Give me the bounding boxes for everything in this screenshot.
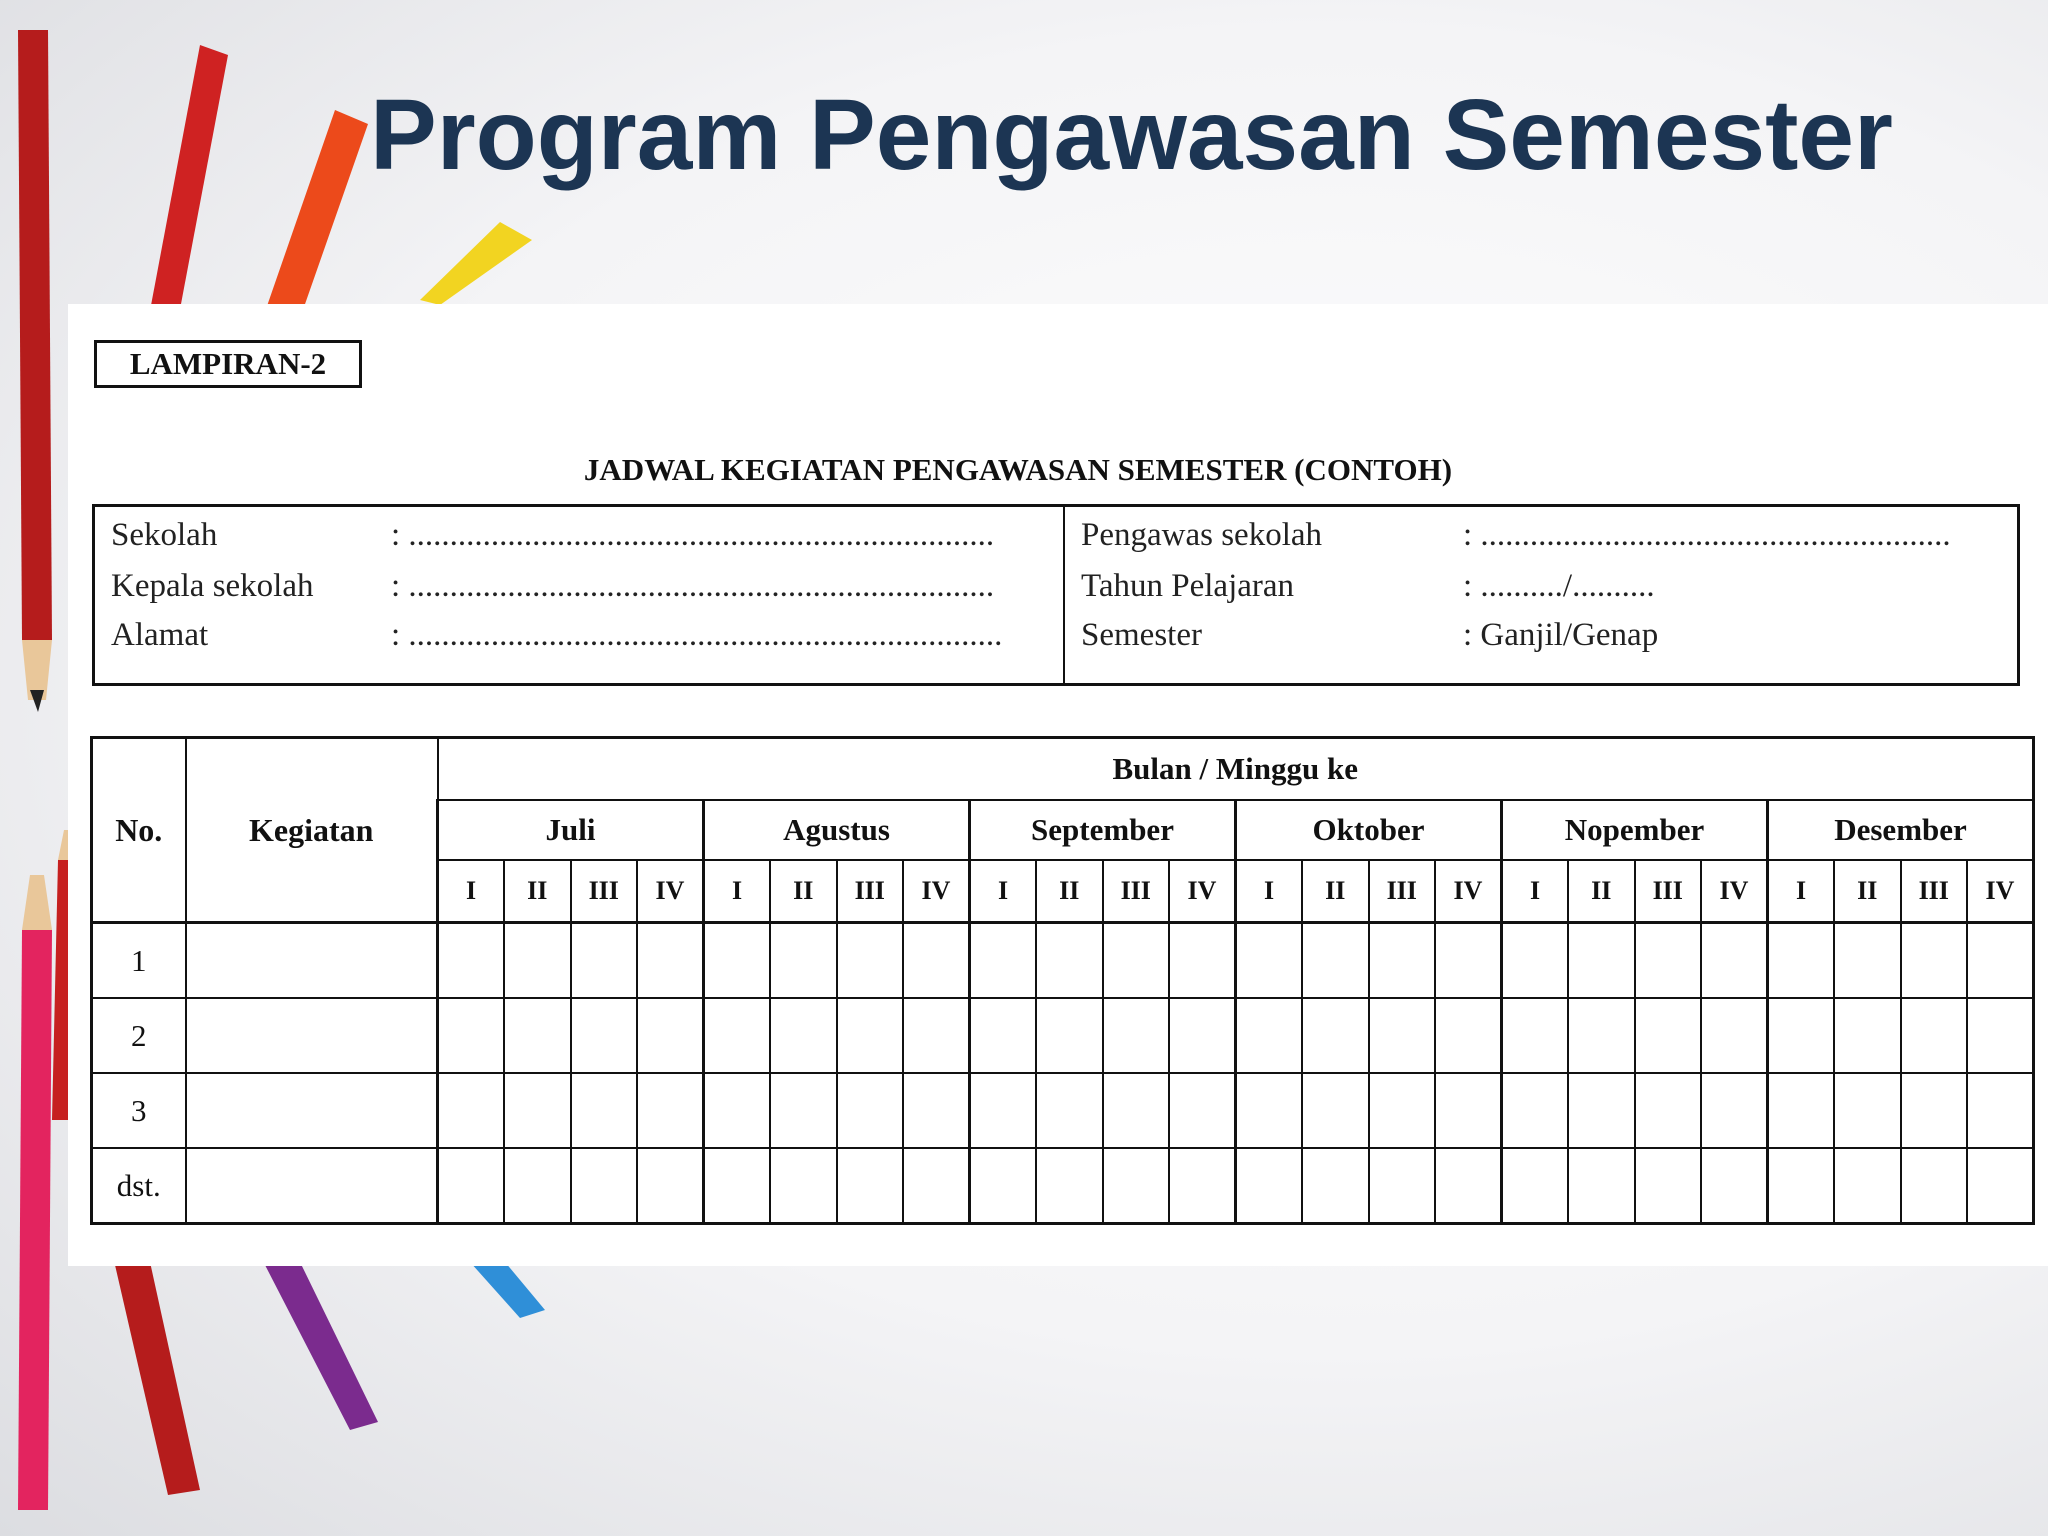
schedule-table (90, 736, 2035, 1225)
week-header: III (571, 860, 638, 923)
week-cell (1302, 1073, 1369, 1148)
week-cell (1103, 998, 1170, 1073)
no-header: No. (92, 738, 186, 923)
week-cell (1768, 1148, 1835, 1224)
week-cell (970, 1148, 1037, 1224)
week-cell (571, 923, 638, 999)
week-header: IV (903, 860, 970, 923)
week-cell (770, 1148, 837, 1224)
week-cell (1901, 1073, 1968, 1148)
week-cell (1768, 923, 1835, 999)
week-cell (970, 923, 1037, 999)
pencil-red-vertical (18, 30, 52, 712)
week-cell (1967, 1073, 2034, 1148)
week-cell (504, 998, 571, 1073)
week-cell (1502, 998, 1569, 1073)
week-cell (903, 998, 970, 1073)
week-cell (438, 1073, 505, 1148)
week-cell (504, 923, 571, 999)
week-cell (1568, 1073, 1635, 1148)
week-cell (438, 1148, 505, 1224)
week-cell (1967, 923, 2034, 999)
row-number: 2 (92, 998, 186, 1073)
week-cell (770, 923, 837, 999)
week-cell (1236, 923, 1303, 999)
month-header: September (970, 800, 1236, 860)
table-row (92, 1148, 2034, 1224)
week-cell (1369, 998, 1436, 1073)
week-cell (704, 1148, 771, 1224)
lampiran-label: LAMPIRAN-2 (94, 340, 362, 388)
week-cell (704, 998, 771, 1073)
week-cell (504, 1073, 571, 1148)
week-header: II (770, 860, 837, 923)
field-value-pengawas: : ......................................................... (1463, 517, 1951, 553)
week-header: IV (1435, 860, 1502, 923)
week-header: II (1834, 860, 1901, 923)
activity-cell (186, 923, 438, 999)
week-cell (1635, 923, 1702, 999)
week-cell (970, 1073, 1037, 1148)
week-header: I (1236, 860, 1303, 923)
pencil-purple (265, 1262, 378, 1430)
week-cell (637, 1073, 704, 1148)
week-header: IV (1701, 860, 1768, 923)
pencil-blue (470, 1262, 545, 1318)
info-box (92, 504, 2020, 686)
week-cell (438, 998, 505, 1073)
month-header: Desember (1768, 800, 2034, 860)
week-header: I (1502, 860, 1569, 923)
week-cell (1169, 998, 1236, 1073)
pencil-darkred-lower (115, 1262, 200, 1495)
field-label-alamat: Alamat (111, 617, 209, 653)
week-cell (1701, 1073, 1768, 1148)
week-header: III (1103, 860, 1170, 923)
activity-cell (186, 1073, 438, 1148)
week-cell (1502, 923, 1569, 999)
field-label-sekolah: Sekolah (111, 517, 218, 553)
document-heading: JADWAL KEGIATAN PENGAWASAN SEMESTER (CONTOH) (583, 452, 1453, 487)
pencil-yellow (420, 222, 532, 305)
week-cell (770, 1073, 837, 1148)
week-cell (1236, 998, 1303, 1073)
week-cell (903, 1148, 970, 1224)
week-cell (637, 923, 704, 999)
week-cell (1435, 1148, 1502, 1224)
week-cell (1103, 1148, 1170, 1224)
week-cell (704, 923, 771, 999)
week-cell (1635, 1148, 1702, 1224)
week-cell (1103, 923, 1170, 999)
week-cell (1701, 998, 1768, 1073)
pencil-pink (18, 875, 52, 1510)
activity-cell (186, 1148, 438, 1224)
week-header: II (1036, 860, 1103, 923)
week-header: II (504, 860, 571, 923)
info-divider (1063, 507, 1065, 683)
field-label-semester: Semester (1081, 617, 1202, 653)
activity-cell (186, 998, 438, 1073)
week-cell (571, 998, 638, 1073)
slide-title: Program Pengawasan Semester (370, 79, 1893, 191)
week-cell (1502, 1073, 1569, 1148)
week-cell (1502, 1148, 1569, 1224)
week-cell (1435, 1073, 1502, 1148)
week-cell (1236, 1148, 1303, 1224)
week-header: IV (1169, 860, 1236, 923)
field-value-semester: : Ganjil/Genap (1463, 617, 1659, 653)
week-header: I (438, 860, 505, 923)
document-image (68, 304, 2048, 1266)
week-cell (1768, 1073, 1835, 1148)
week-cell (837, 1148, 904, 1224)
week-cell (770, 998, 837, 1073)
week-header: I (1768, 860, 1835, 923)
week-cell (704, 1073, 771, 1148)
week-cell (1768, 998, 1835, 1073)
month-header: Oktober (1236, 800, 1502, 860)
week-header: II (1302, 860, 1369, 923)
week-cell (1834, 1148, 1901, 1224)
week-cell (1967, 1148, 2034, 1224)
week-cell (1169, 923, 1236, 999)
week-cell (637, 998, 704, 1073)
week-cell (1568, 1148, 1635, 1224)
field-label-pengawas: Pengawas sekolah (1081, 517, 1323, 553)
field-value-tahun-pelajaran: : ........../.......... (1463, 568, 1655, 604)
field-value-alamat: : ........................................................................ (391, 617, 1003, 653)
table-row (92, 1073, 2034, 1148)
week-cell (837, 1073, 904, 1148)
week-cell (1635, 1073, 1702, 1148)
week-cell (970, 998, 1037, 1073)
week-cell (438, 923, 505, 999)
week-cell (1302, 923, 1369, 999)
week-header: IV (637, 860, 704, 923)
week-cell (1103, 1073, 1170, 1148)
table-row (92, 923, 2034, 999)
week-header: IV (1967, 860, 2034, 923)
week-cell (837, 923, 904, 999)
week-cell (1568, 998, 1635, 1073)
row-number: 3 (92, 1073, 186, 1148)
week-cell (1834, 998, 1901, 1073)
field-value-kepala-sekolah: : ....................................................................... (391, 568, 995, 604)
week-header: I (704, 860, 771, 923)
week-cell (504, 1148, 571, 1224)
week-cell (1369, 1073, 1436, 1148)
week-cell (1302, 998, 1369, 1073)
week-header: III (1635, 860, 1702, 923)
week-header: III (1901, 860, 1968, 923)
week-cell (571, 1148, 638, 1224)
week-cell (1701, 1148, 1768, 1224)
table-row (92, 998, 2034, 1073)
week-cell (637, 1148, 704, 1224)
week-cell (1568, 923, 1635, 999)
field-label-kepala-sekolah: Kepala sekolah (111, 568, 314, 604)
week-header: III (837, 860, 904, 923)
week-cell (1635, 998, 1702, 1073)
month-header: Agustus (704, 800, 970, 860)
week-cell (1036, 1073, 1103, 1148)
week-cell (1967, 998, 2034, 1073)
week-cell (1236, 1073, 1303, 1148)
week-cell (1036, 923, 1103, 999)
week-cell (1901, 998, 1968, 1073)
week-cell (1036, 998, 1103, 1073)
week-cell (1169, 1148, 1236, 1224)
week-header: II (1568, 860, 1635, 923)
row-number: 1 (92, 923, 186, 999)
week-cell (571, 1073, 638, 1148)
week-cell (1834, 1073, 1901, 1148)
week-cell (1435, 998, 1502, 1073)
kegiatan-header: Kegiatan (186, 738, 438, 923)
week-cell (1834, 923, 1901, 999)
week-cell (1701, 923, 1768, 999)
week-cell (1901, 1148, 1968, 1224)
week-cell (1169, 1073, 1236, 1148)
field-value-sekolah: : ....................................................................... (391, 517, 995, 553)
period-header: Bulan / Minggu ke (438, 738, 2034, 801)
week-cell (1901, 923, 1968, 999)
month-header: Juli (438, 800, 704, 860)
month-header: Nopember (1502, 800, 1768, 860)
week-cell (1369, 923, 1436, 999)
week-header: I (970, 860, 1037, 923)
week-cell (1036, 1148, 1103, 1224)
week-cell (837, 998, 904, 1073)
week-cell (903, 923, 970, 999)
week-cell (1302, 1148, 1369, 1224)
field-label-tahun-pelajaran: Tahun Pelajaran (1081, 568, 1295, 604)
week-cell (903, 1073, 970, 1148)
row-number: dst. (92, 1148, 186, 1224)
week-cell (1435, 923, 1502, 999)
week-cell (1369, 1148, 1436, 1224)
week-header: III (1369, 860, 1436, 923)
